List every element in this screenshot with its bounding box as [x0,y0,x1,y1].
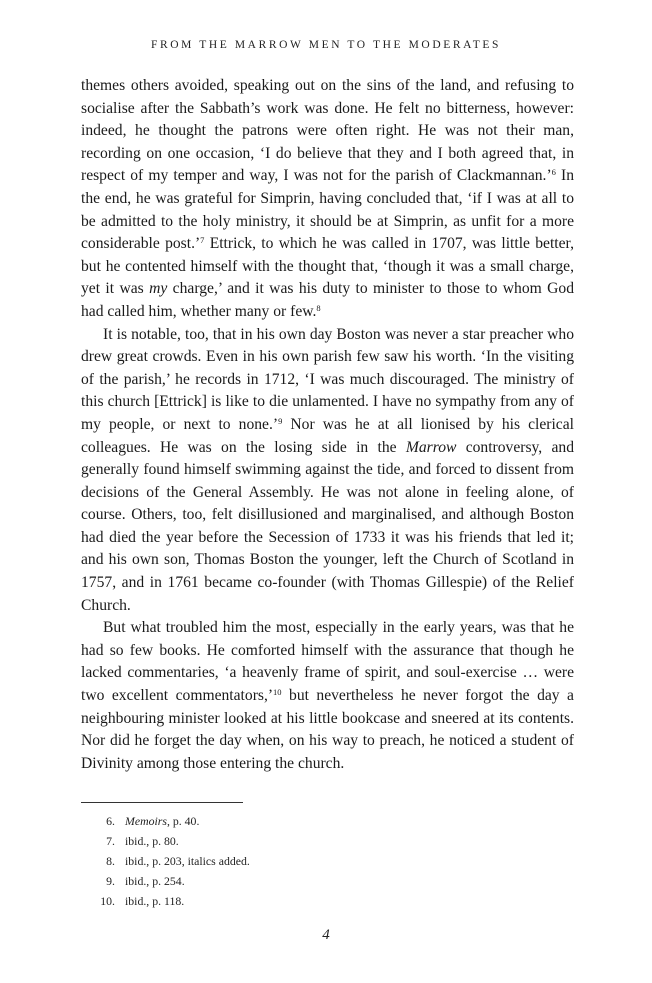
text-run: ibid., p. 254. [125,874,185,888]
footnote [81,871,574,891]
footnote [81,891,574,911]
paragraph [81,617,574,775]
body-text [81,75,574,775]
footnote-text [125,891,184,911]
text-run: charge,’ and it was his duty to minister to those to whom God had called him, whether many or few. [81,280,575,320]
footnote-text [125,811,199,831]
text-run: , p. 40. [166,814,200,828]
text-run: controversy, and generally found himself swimming against the tide, and forced to dissent from decisions of the General Assembly. He was not alone in feeling alone, of course. Others, too, felt disillusioned and marginalised, and although Boston had died the year before the Secession of 1733 it was his friends that led it; and his own son, Thomas Boston the younger, left the Church of Scotland in 1757, and in 1761 became co-founder (with Thomas Gillespie) of the Relief Church. [81,438,575,614]
paragraph [81,324,574,618]
footnote-text [125,871,185,891]
text-run: ibid., p. 118. [125,894,185,908]
italic-text: my [149,280,168,298]
footnote-text [125,851,250,871]
text-run: But what troubled him the most, especially in the early years, was that he had so few books. He comforted himself with the assurance that though he lacked commentaries, ‘a heavenly frame of spirit, and soul-exercise … were two excellent commentators,’ [81,619,574,705]
footnote-number: 10. [100,894,115,908]
running-head: FROM THE MARROW MEN TO THE MODERATES [150,39,502,51]
text-run: Ettrick, to which he was called in 1707, was little better, but he contented himself with the thought that, ‘though it was a small charge, yet it was [81,235,575,298]
footnote-reference: 9 [278,415,283,426]
footnote [81,811,574,831]
footnote-number: 6. [106,814,115,828]
text-run: In the end, he was grateful for Simprin, having concluded that, ‘if I was at all to be admitted to the holy ministry, it should be at Simprin, as unfit for a more considerable post.’ [81,167,575,253]
page-number: 4 [322,927,330,943]
text-run: ibid., p. 203, italics added. [125,854,250,868]
paragraph [81,75,574,324]
text-run: themes others avoided, speaking out on the sins of the land, and refusing to socialise after the Sabbath’s work was done. He felt no bitterness, however: indeed, he thought the patrons were often right. He was not their man, recording on one occasion, ‘I do believe that they and I both agreed that, in respect of my temper and way, I was not for the parish of Clackmannan.’ [81,77,574,185]
footnote [81,851,574,871]
footnote-number: 9. [106,874,115,888]
text-run: It is notable, too, that in his own day Boston was never a star preacher who drew great crowds. Even in his own parish few saw his worth. ‘In the visiting of the parish,’ he records in 1712, ‘I was much discouraged. The ministry of this church [Ettrick] is like to die unlamented. I have no sympathy from any of my people, or next to none.’ [81,325,574,433]
footnote-reference: 8 [316,302,321,313]
footnote-rule [81,802,243,803]
footnote-number: 8. [106,854,115,868]
text-run: ibid., p. 80. [125,834,179,848]
footnote-reference: 6 [551,167,556,178]
footnote-reference: 7 [200,235,205,246]
italic-text: Marrow [405,438,457,456]
footnote [81,831,574,851]
text-run: but nevertheless he never forgot the day a neighbouring minister looked at his little bookcase and sneered at its contents. Nor did he forget the day when, on his way to preach, he noticed a student of Divinity among those entering the church. [81,687,574,772]
footnote-text [125,831,179,851]
footnote-reference: 10 [273,687,282,698]
footnote-list [81,811,574,911]
footnote-number: 7. [106,834,115,848]
text-run: Nor was he at all lionised by his clerical colleagues. He was on the losing side in the [81,415,574,456]
italic-text: Memoirs [125,814,167,828]
